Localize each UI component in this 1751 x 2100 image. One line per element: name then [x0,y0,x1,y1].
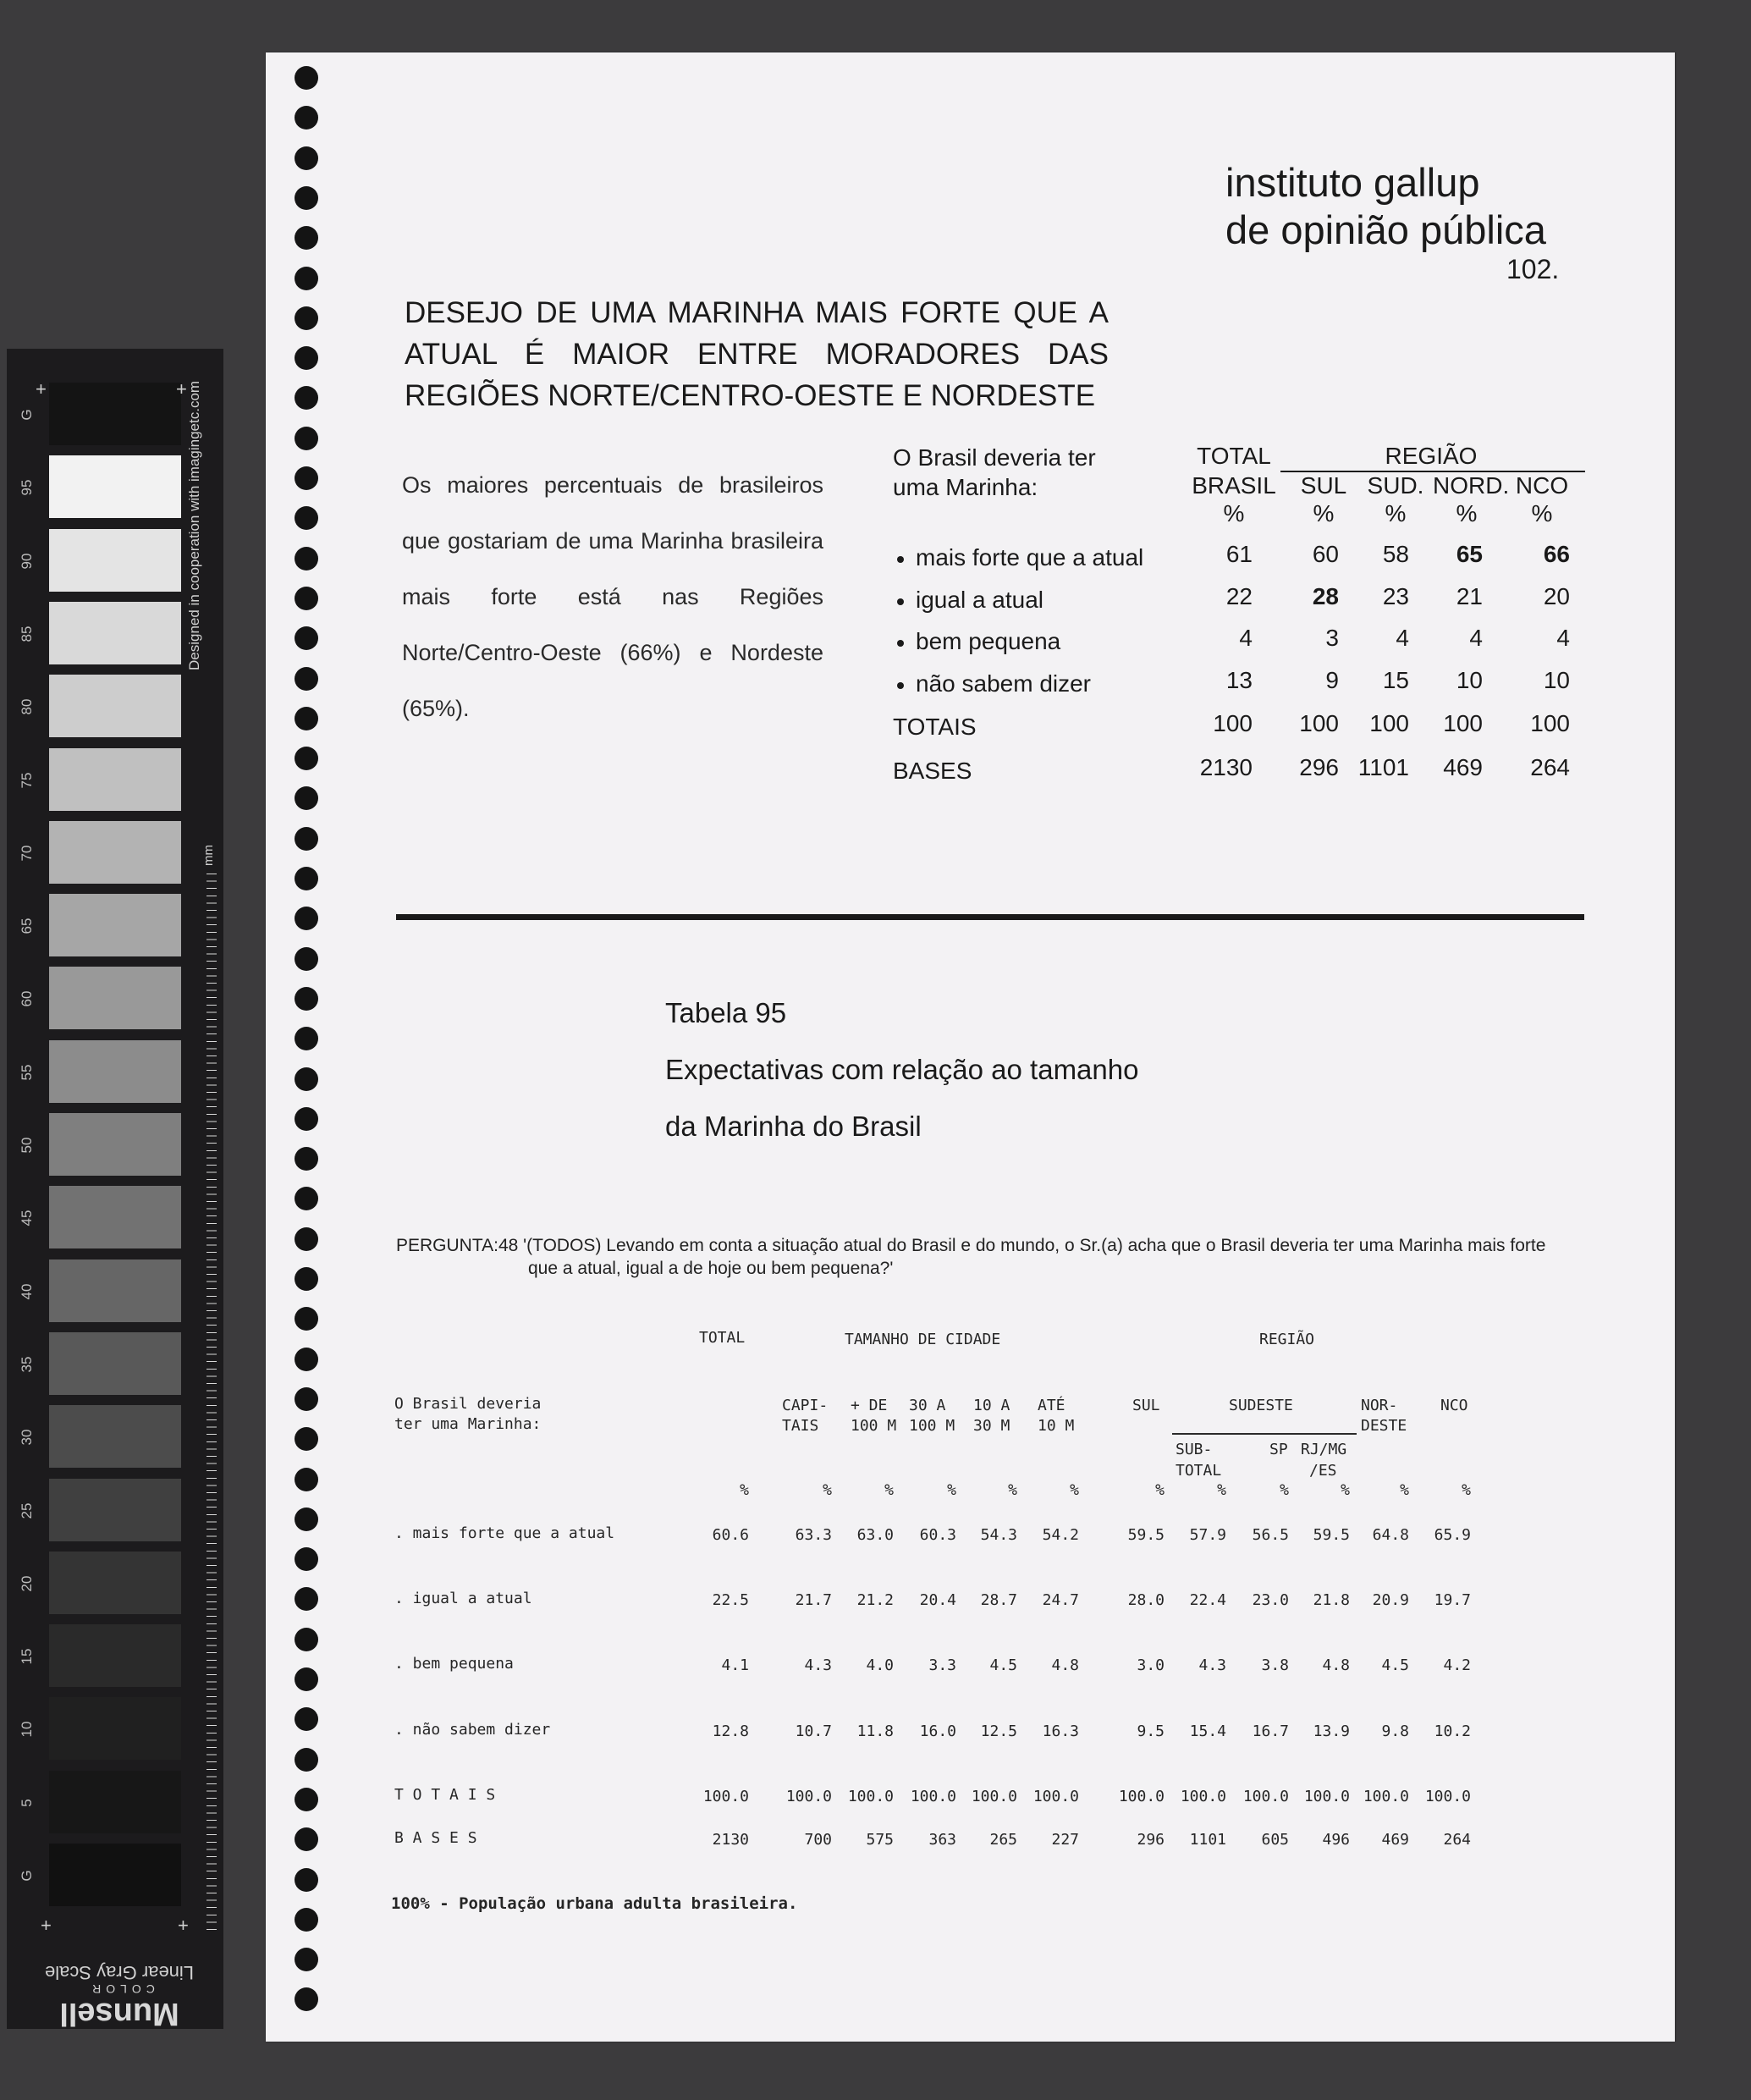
detail-cell: 100.0 [910,1788,956,1805]
summary-row-label: igual a atual [916,587,1044,613]
summary-cell: 4 [1396,625,1409,651]
gray-patch [49,1332,181,1395]
gray-patch [49,1479,181,1541]
summary-cell: 21 [1456,583,1483,609]
detail-cell: 100.0 [785,1788,832,1805]
gray-patch [49,1186,181,1248]
summary-row-label: não sabem dizer [916,670,1092,697]
mm-ruler [206,874,217,1932]
stub-header: O Brasil deveria [394,1395,542,1413]
binding-hole [295,1748,318,1772]
detail-cell: 54.3 [980,1526,1017,1544]
gray-patch [49,1259,181,1322]
detail-cell: 4.8 [1322,1656,1350,1674]
scale-label: Linear Gray Scale [44,1962,195,1983]
summary-cell: 100 [1299,710,1339,736]
percent-sign: % [1217,1481,1226,1499]
binding-hole [295,1107,318,1131]
region-col-header: NORD. [1433,472,1510,499]
binding-hole [295,1827,318,1851]
column-header: SUDESTE [1229,1397,1293,1414]
gray-patch [49,1113,181,1176]
bullet-icon [897,640,904,647]
total-header: BRASIL [1192,472,1276,499]
detail-cell: 4.3 [804,1656,832,1674]
detail-cell: 23.0 [1252,1591,1289,1609]
binding-hole [295,1307,318,1331]
gray-patch [49,967,181,1029]
detail-cell: 1101 [1189,1831,1226,1849]
binding-hole [295,626,318,650]
scale-number: 95 [19,479,35,496]
scale-number: 25 [19,1502,35,1519]
detail-cell: 100.0 [702,1788,749,1805]
institute-name: instituto gallup de opinião pública [1225,160,1546,252]
column-header: DESTE [1361,1417,1407,1435]
headline: DESEJO DE UMA MARINHA MAIS FORTE QUE A ATUAL É MAIOR ENTRE MORADORES DAS REGIÕES NORTE/CENTRO-OESTE E NORDESTE [405,296,1109,412]
binding-hole [295,1387,318,1411]
summary-paragraph: Os maiores percentuais de brasileiros que gostariam de uma Marinha brasileira mais forte está nas Regiões Norte/Centro-Oeste (66%) e Nordeste (65%). [402,472,823,721]
binding-hole [295,1987,318,2011]
binding-hole [295,226,318,250]
percent-sign: % [740,1481,749,1499]
summary-cell: 2130 [1199,754,1253,780]
gray-scale-card [7,349,223,2029]
summary-cell: 15 [1382,667,1409,693]
sudeste-underline [1172,1433,1357,1435]
binding-hole [295,707,318,730]
group-header: TOTAL [699,1329,746,1347]
binding-hole [295,1468,318,1491]
summary-cell: 3 [1325,625,1339,651]
gray-patch [49,1771,181,1833]
binding-hole [295,1147,318,1171]
detail-cell: 9.8 [1381,1722,1409,1740]
binding-hole [295,1908,318,1932]
binding-hole [295,427,318,450]
sub-column-header: TOTAL [1176,1462,1222,1480]
detail-cell: 59.5 [1127,1526,1165,1544]
detail-cell: 3.8 [1261,1656,1289,1674]
region-col-header: % [1456,500,1478,526]
detail-cell: 24.7 [1042,1591,1079,1609]
detail-cell: 4.5 [1381,1656,1409,1674]
summary-question: O Brasil deveria ter uma Marinha: [893,444,1096,500]
gray-patch [49,1697,181,1760]
binding-hole [295,1547,318,1571]
column-header: 100 M [909,1417,955,1435]
summary-cell: 100 [1530,710,1570,736]
detail-row-label: . não sabem dizer [394,1721,551,1739]
summary-cell: 100 [1213,710,1253,736]
detail-cell: 100.0 [1032,1788,1079,1805]
binding-hole [295,1587,318,1611]
summary-cell: 13 [1225,667,1253,693]
crosshair-mark: + [41,1915,52,1936]
summary-cell: 4 [1469,625,1483,651]
binding-hole [295,386,318,410]
munsell-sub: COLOR [87,1982,155,1996]
scale-number: 90 [19,553,35,570]
detail-cell: 21.8 [1313,1591,1350,1609]
detail-cell: 9.5 [1137,1722,1165,1740]
summary-row-label: BASES [893,758,972,784]
detail-cell: 496 [1322,1831,1350,1849]
scale-number: 35 [19,1356,35,1373]
detail-cell: 700 [804,1831,832,1849]
detail-cell: 65.9 [1434,1526,1471,1544]
summary-cell: 264 [1530,754,1570,780]
scale-number: 60 [19,990,35,1007]
detail-cell: 56.5 [1252,1526,1289,1544]
scale-number: G [19,409,35,421]
sub-column-header: RJ/MG [1301,1441,1347,1458]
detail-cell: 63.0 [856,1526,894,1544]
detail-cell: 19.7 [1434,1591,1471,1609]
summary-cell: 23 [1382,583,1409,609]
scale-number: 20 [19,1575,35,1592]
binding-hole [295,466,318,490]
summary-cell: 469 [1443,754,1483,780]
percent-sign: % [1400,1481,1409,1499]
section-divider [396,914,1584,920]
summary-cell: 4 [1556,625,1570,651]
detail-cell: 22.4 [1189,1591,1226,1609]
detail-row-label: B A S E S [394,1829,477,1847]
summary-cell: 58 [1382,541,1409,567]
summary-cell: 100 [1369,710,1409,736]
column-header: 10 A [973,1397,1010,1414]
detail-cell: 4.1 [721,1656,749,1674]
detail-cell: 100.0 [1363,1788,1409,1805]
gray-patch [49,675,181,737]
gray-patch [49,383,181,445]
detail-cell: 15.4 [1189,1722,1226,1740]
column-header: + DE [851,1397,888,1414]
binding-hole [295,1868,318,1892]
sub-column-header: /ES [1309,1462,1337,1480]
summary-cell: 20 [1543,583,1570,609]
detail-cell: 11.8 [856,1722,894,1740]
binding-hole [295,1267,318,1291]
detail-cell: 21.2 [856,1591,894,1609]
detail-cell: 100.0 [1424,1788,1471,1805]
binding-hole [295,1628,318,1651]
gray-patch [49,821,181,884]
binding-hole [295,1227,318,1251]
detail-cell: 100.0 [971,1788,1017,1805]
binding-hole [295,1507,318,1531]
detail-cell: 3.3 [928,1656,956,1674]
mm-label: mm [201,845,216,866]
summary-cell: 65 [1456,541,1483,567]
binding-hole [295,1348,318,1371]
detail-cell: 60.6 [712,1526,749,1544]
scale-number: 70 [19,845,35,862]
gray-patch [49,1624,181,1687]
bullet-icon [897,556,904,563]
detail-cell: 4.0 [866,1656,894,1674]
percent-sign: % [1070,1481,1079,1499]
bullet-icon [897,598,904,605]
detail-cell: 20.4 [919,1591,956,1609]
percent-sign: % [1341,1481,1350,1499]
column-header: 10 M [1038,1417,1075,1435]
page-number: 102. [1506,254,1560,284]
percent-sign: % [1008,1481,1017,1499]
gray-patch [49,894,181,956]
group-header: REGIÃO [1259,1331,1315,1348]
binding-hole [295,1187,318,1210]
binding-hole [295,346,318,370]
gray-patch [49,1405,181,1468]
scale-number: 5 [19,1798,35,1807]
group-header: TAMANHO DE CIDADE [845,1331,1001,1348]
percent-sign: % [947,1481,956,1499]
binding-hole [295,267,318,290]
binding-hole [295,1788,318,1811]
binding-hole [295,106,318,130]
total-header: TOTAL [1197,443,1271,469]
question-text: PERGUNTA:48 '(TODOS) Levando em conta a situação atual do Brasil e do mundo, o Sr.(a) acha que o Brasil deveria ter uma Marinha mais forte que a atual, igual a de hoje ou bem pequena?' [396,1236,1546,1278]
column-header: TAIS [782,1417,819,1435]
binding-hole [295,1027,318,1050]
detail-row-label: . mais forte que a atual [394,1524,615,1542]
gray-patch [49,1040,181,1103]
detail-cell: 100.0 [1180,1788,1226,1805]
scale-number: 55 [19,1064,35,1081]
table-title: Tabela 95 Expectativas com relação ao tamanho da Marinha do Brasil [665,997,1139,1142]
crosshair-mark: + [36,378,47,400]
scale-number: 45 [19,1210,35,1226]
column-header: 30 M [973,1417,1010,1435]
detail-cell: 605 [1261,1831,1289,1849]
region-col-header: % [1531,500,1553,526]
scale-number: 30 [19,1429,35,1446]
detail-row-label: . bem pequena [394,1655,514,1673]
stub-header: ter uma Marinha: [394,1415,542,1433]
crosshair-mark: + [178,1915,189,1936]
detail-cell: 12.8 [712,1722,749,1740]
summary-cell: 296 [1299,754,1339,780]
detail-cell: 10.2 [1434,1722,1471,1740]
detail-cell: 296 [1137,1831,1165,1849]
summary-cell: 4 [1239,625,1253,651]
detail-cell: 21.7 [795,1591,832,1609]
percent-sign: % [884,1481,894,1499]
summary-row-label: bem pequena [916,628,1061,654]
binding-hole [295,1707,318,1731]
summary-row-label: TOTAIS [893,714,977,740]
scale-number: 10 [19,1721,35,1738]
summary-cell: 1101 [1357,754,1409,780]
detail-cell: 227 [1051,1831,1079,1849]
column-header: ATÉ [1038,1397,1065,1414]
detail-cell: 4.5 [989,1656,1017,1674]
summary-cell: 66 [1543,541,1570,567]
binding-hole [295,306,318,330]
detail-cell: 64.8 [1372,1526,1409,1544]
binding-hole [295,587,318,610]
detail-cell: 100.0 [847,1788,894,1805]
detail-cell: 10.7 [795,1722,832,1740]
binding-hole [295,867,318,890]
column-header: 100 M [851,1417,897,1435]
crosshair-mark: + [176,378,187,400]
column-header: CAPI- [782,1397,829,1414]
detail-cell: 63.3 [795,1526,832,1544]
binding-hole [295,947,318,971]
detail-cell: 20.9 [1372,1591,1409,1609]
percent-sign: % [1462,1481,1471,1499]
scale-number: 75 [19,772,35,788]
percent-sign: % [823,1481,832,1499]
bullet-icon [897,682,904,689]
scale-number: 40 [19,1283,35,1300]
gray-patch [49,748,181,811]
column-header: NCO [1440,1397,1468,1414]
column-header: NOR- [1361,1397,1398,1414]
binding-hole [295,1667,318,1691]
detail-cell: 100.0 [1303,1788,1350,1805]
binding-hole [295,1067,318,1091]
summary-cell: 9 [1325,667,1339,693]
region-underline [1280,471,1585,472]
detail-cell: 4.8 [1051,1656,1079,1674]
binding-hole [295,146,318,170]
column-header: 30 A [909,1397,946,1414]
summary-cell: 10 [1543,667,1570,693]
detail-cell: 28.7 [980,1591,1017,1609]
binding-hole [295,786,318,810]
detail-cell: 100.0 [1242,1788,1289,1805]
gray-patch [49,529,181,592]
scale-number: 80 [19,698,35,715]
region-col-header: NCO [1515,472,1569,499]
scale-number: 85 [19,626,35,642]
detail-row-label: . igual a atual [394,1590,532,1607]
binding-hole [295,506,318,530]
detail-cell: 264 [1443,1831,1471,1849]
detail-cell: 28.0 [1127,1591,1165,1609]
binding-hole [295,907,318,930]
binding-hole [295,186,318,210]
summary-cell: 100 [1443,710,1483,736]
munsell-logo: Munsell [59,1996,179,2031]
binding-hole [295,747,318,770]
detail-cell: 2130 [712,1831,749,1849]
scale-number: 50 [19,1137,35,1154]
detail-cell: 4.3 [1198,1656,1226,1674]
scale-number: 15 [19,1648,35,1665]
detail-cell: 4.2 [1443,1656,1471,1674]
region-col-header: % [1313,500,1335,526]
spiral-binding-holes [295,66,320,2030]
detail-cell: 12.5 [980,1722,1017,1740]
detail-cell: 100.0 [1118,1788,1165,1805]
gray-patch [49,1552,181,1614]
detail-cell: 16.3 [1042,1722,1079,1740]
sub-column-header: SUB- [1176,1441,1213,1458]
detail-cell: 13.9 [1313,1722,1350,1740]
summary-row-label: mais forte que a atual [916,544,1144,570]
detail-row-label: T O T A I S [394,1786,496,1804]
scale-number: 65 [19,918,35,934]
detail-cell: 57.9 [1189,1526,1226,1544]
detail-cell: 265 [989,1831,1017,1849]
binding-hole [295,1948,318,1971]
scale-credit: Designed in cooperation with imagingetc.com [186,380,202,670]
detail-cell: 575 [866,1831,894,1849]
detail-cell: 54.2 [1042,1526,1079,1544]
gray-patch [49,1844,181,1906]
detail-cell: 16.0 [919,1722,956,1740]
detail-cell: 22.5 [712,1591,749,1609]
summary-cell: 10 [1456,667,1483,693]
region-col-header: % [1385,500,1407,526]
summary-cell: 61 [1225,541,1253,567]
total-header: % [1223,500,1245,526]
column-header: SUL [1132,1397,1160,1414]
detail-cell: 3.0 [1137,1656,1165,1674]
summary-cell: 28 [1312,583,1339,609]
region-header: REGIÃO [1385,443,1478,469]
scale-number: G [19,1870,35,1882]
sub-column-header: SP [1269,1441,1288,1458]
percent-sign: % [1280,1481,1289,1499]
gray-patch [49,455,181,518]
detail-cell: 16.7 [1252,1722,1289,1740]
binding-hole [295,1427,318,1451]
detail-cell: 60.3 [919,1526,956,1544]
detail-cell: 363 [928,1831,956,1849]
region-col-header: SUL [1300,472,1347,499]
binding-hole [295,667,318,691]
footnote: 100% - População urbana adulta brasileira. [391,1894,798,1913]
binding-hole [295,547,318,570]
binding-hole [295,66,318,90]
gray-patch [49,602,181,664]
binding-hole [295,827,318,851]
region-col-header: SUD. [1367,472,1424,499]
summary-cell: 22 [1225,583,1253,609]
percent-sign: % [1155,1481,1165,1499]
summary-cell: 60 [1312,541,1339,567]
detail-cell: 469 [1381,1831,1409,1849]
binding-hole [295,987,318,1011]
detail-cell: 59.5 [1313,1526,1350,1544]
